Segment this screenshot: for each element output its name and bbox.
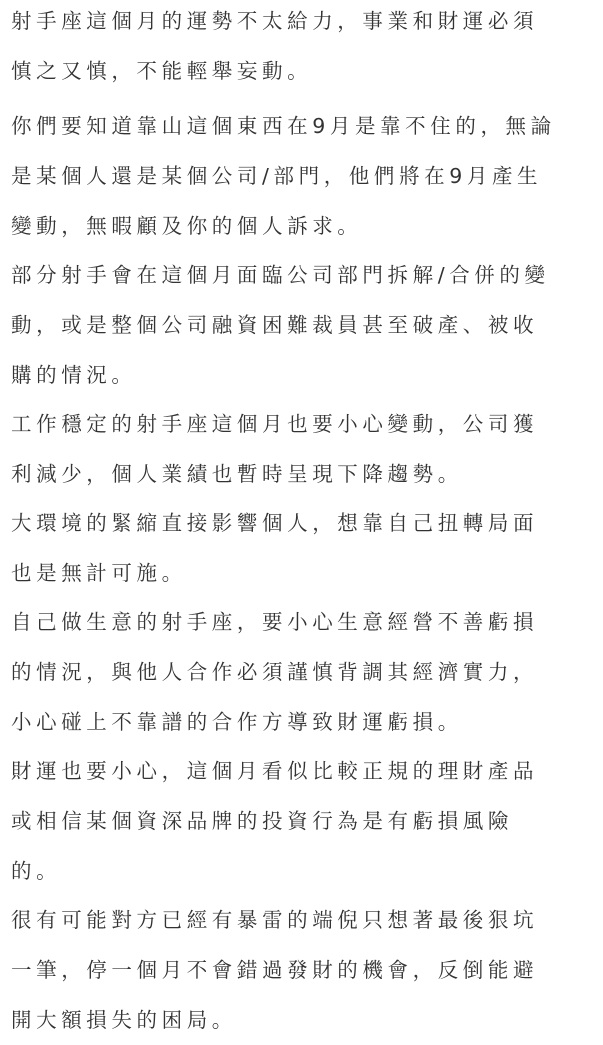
paragraph-line: 工作穩定的射手座這個月也要小心變動，公司獲	[11, 412, 539, 436]
paragraph-line: 慎之又慎，不能輕舉妄動。	[11, 59, 313, 83]
paragraph-line: 變動，無暇顧及你的個人訴求。	[11, 214, 363, 238]
paragraph-line: 是某個人還是某個公司/部門，他們將在9月產生	[11, 164, 543, 188]
paragraph-line: 你們要知道靠山這個東西在9月是靠不住的，無論	[11, 114, 556, 138]
paragraph-line: 部分射手會在這個月面臨公司部門拆解/合併的變	[11, 263, 550, 287]
paragraph-line: 開大額損失的困局。	[11, 1008, 237, 1032]
paragraph-7	[11, 746, 538, 896]
paragraph-line: 大環境的緊縮直接影響個人，想靠自己扭轉局面	[11, 511, 539, 535]
paragraph-1	[11, 0, 538, 96]
paragraph-4	[11, 399, 538, 499]
paragraph-line: 利減少，個人業績也暫時呈現下降趨勢。	[11, 462, 463, 486]
paragraph-line: 的情況，與他人合作必須謹慎背調其經濟實力，	[11, 660, 539, 684]
paragraph-3	[11, 250, 550, 400]
paragraph-5	[11, 498, 538, 598]
paragraph-line: 動，或是整個公司融資困難裁員甚至破產、被收	[11, 313, 539, 337]
paragraph-8	[11, 895, 538, 1045]
paragraph-line: 很有可能對方已經有暴雷的端倪只想著最後狠坑	[11, 908, 539, 932]
paragraph-6	[11, 597, 538, 747]
paragraph-line: 的。	[11, 859, 62, 883]
paragraph-line: 財運也要小心，這個月看似比較正規的理財產品	[11, 759, 539, 783]
paragraph-line: 購的情況。	[11, 363, 137, 387]
paragraph-2	[11, 101, 556, 251]
paragraph-line: 或相信某個資深品牌的投資行為是有虧損風險	[11, 809, 513, 833]
paragraph-line: 一筆，停一個月不會錯過發財的機會，反倒能避	[11, 958, 539, 982]
paragraph-line: 也是無計可施。	[11, 561, 187, 585]
paragraph-line: 小心碰上不靠譜的合作方導致財運虧損。	[11, 710, 463, 734]
paragraph-line: 自己做生意的射手座，要小心生意經營不善虧損	[11, 610, 539, 634]
paragraph-line: 射手座這個月的運勢不太給力，事業和財運必須	[11, 9, 539, 33]
